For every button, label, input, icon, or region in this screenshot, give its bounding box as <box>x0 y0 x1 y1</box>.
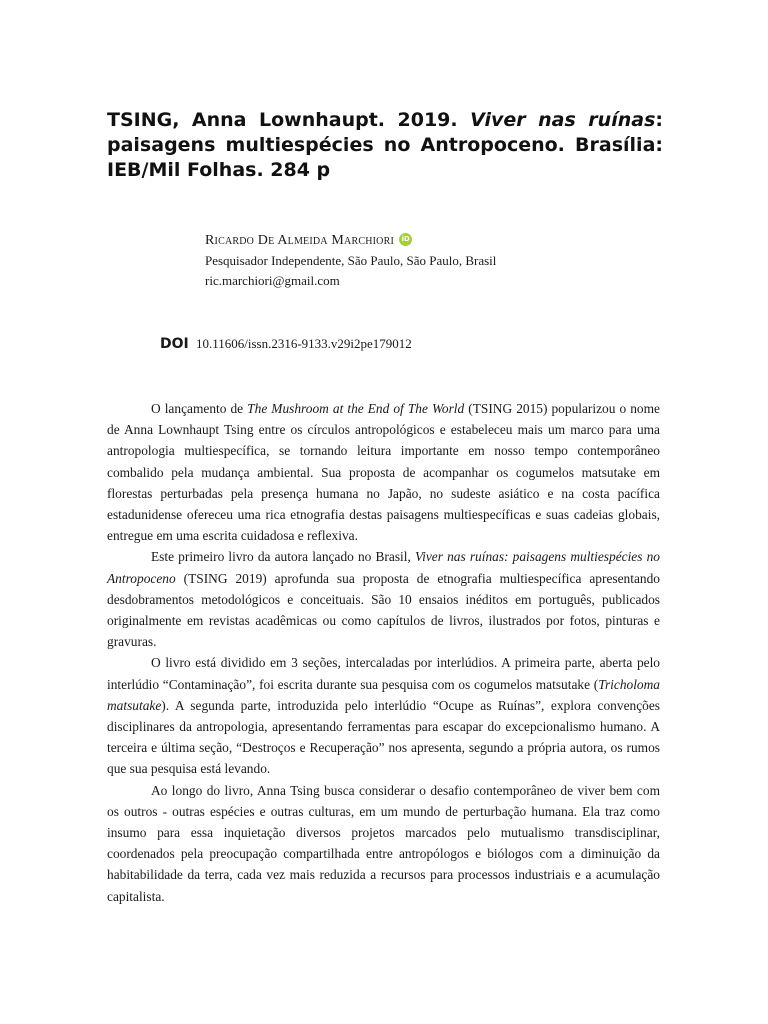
paragraph-text: O lançamento de <box>151 401 248 416</box>
paragraph-text: O livro está dividido em 3 seções, intercaladas por interlúdios. A primeira parte, aberta pelo interlúdio “Contaminação”, foi escrita durante sua pesquisa com os cogumelos matsutake ( <box>107 655 660 692</box>
paragraph-text: Este primeiro livro da autora lançado no Brasil, <box>151 549 415 565</box>
title-text-continued: : paisagens multiespécies no Antropoceno. Brasília: IEB/Mil Folhas. 284 p <box>107 109 663 181</box>
orcid-icon[interactable]: iD <box>399 233 412 246</box>
author-name: Ricardo De Almeida Marchiori <box>205 233 394 248</box>
article-title <box>107 108 663 183</box>
paragraph-2 <box>107 546 660 652</box>
author-email[interactable]: ric.marchiori@gmail.com <box>205 273 340 288</box>
paragraph-4 <box>107 780 660 907</box>
doi-line <box>160 334 412 354</box>
paragraph-3 <box>107 652 660 779</box>
article-body <box>107 398 660 907</box>
doi-link[interactable]: 10.11606/issn.2316-9133.v29i2pe179012 <box>195 336 412 351</box>
paragraph-text: Ao longo do livro, Anna Tsing busca considerar o desafio contemporâneo de viver bem com os outros - outras espécies e outras culturas, em um mundo de perturbação humana. Ela traz como insumo para essa inquietação diversos projetos marcados pelo mutualismo transdisciplinar, coordenados pela preocupação compartilhada entre antropólogos e biólogos com a diminuição da habitabilidade da terra, cada vez mais reduzida a recursos para processos industriais e a acumulação capitalista. <box>107 782 660 904</box>
species-name: Tricholoma matsutake <box>107 676 660 713</box>
paragraph-text: ). A segunda parte, introduzida pelo interlúdio “Ocupe as Ruínas”, explora convenções disciplinares da antropologia, apresentando ferramentas para escapar do excepcionalismo humano. A terceira e última seção, “Destroços e Recuperação” nos apresenta, segundo a própria autora, os rumos que sua pesquisa está levando. <box>107 697 660 777</box>
paragraph-text: (TSING 2019) aprofunda sua proposta de etnografia multiespecífica apresentando desdobramentos metodológicos e conceituais. São 10 ensaios inéditos em português, publicados originalmente em revistas acadêmicas ou como capítulos de livros, ilustrados por fotos, pinturas e gravuras. <box>107 570 660 650</box>
author-block <box>205 230 665 291</box>
paragraph-1 <box>107 398 660 546</box>
title-book-name: Viver nas ruínas <box>470 109 656 131</box>
doi-label: DOI <box>160 336 189 352</box>
paragraph-text: (TSING 2015) popularizou o nome de Anna Lownhaupt Tsing entre os círculos antropológicos e estabeleceu mais um marco para uma antropologia multiespecífica, se tornando leitura importante em nosso tempo contemporâneo combalido pela mudança ambiental. Sua proposta de acompanhar os cogumelos matsutake em florestas perturbadas pela presença humana no Japão, no sudeste asiático e na costa pacífica estadunidense ofereceu uma rica etnografia destas paisagens multiespecíficas e suas cadeias globais, entregue em uma escrita cuidadosa e reflexiva. <box>107 401 660 544</box>
author-affiliation: Pesquisador Independente, São Paulo, São Paulo, Brasil <box>205 253 497 268</box>
cited-book-title: Viver nas ruínas: paisagens multiespécies no Antropoceno <box>107 549 660 586</box>
cited-book-title: The Mushroom at the End of The World <box>247 401 465 416</box>
title-text: TSING, Anna Lownhaupt. 2019. <box>107 109 471 131</box>
author-line <box>205 230 665 251</box>
